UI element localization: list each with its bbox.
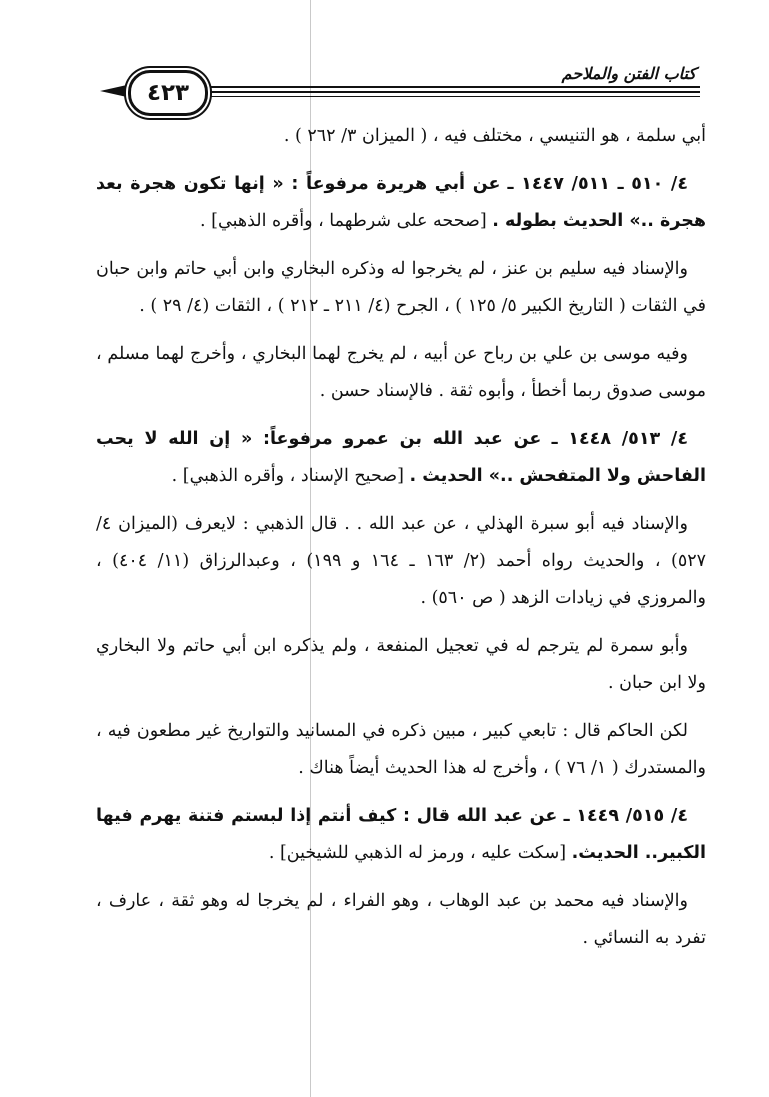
page-number: ٤٢٣ — [128, 70, 208, 116]
paragraph: أبي سلمة ، هو التنيسي ، مختلف فيه ، ( الميزان ٣/ ٢٦٢ ) . — [283, 126, 706, 146]
hadith-text: عن أبي هريرة مرفوعاً : « إنها تكون هجرة بعد هجرة ..» الحديث بطوله . — [96, 174, 706, 231]
paragraph: والإسناد فيه سليم بن عنز ، لم يخرجوا له وذكره البخاري وابن أبي حاتم وابن حبان في الثقات ( التاريخ الكبير ٥/ ١٢٥ ) ، الجرح (٤/ ٢١١ ـ ٢١٢ ) ، الثقات (٤/ ٢٩ ) . — [96, 259, 706, 316]
hadith-entry — [96, 798, 706, 872]
paragraph: والإسناد فيه محمد بن عبد الوهاب ، وهو الفراء ، لم يخرجا له وهو ثقة ، عارف ، تفرد به النسائي . — [96, 891, 706, 948]
hadith-ruling: [سكت عليه ، ورمز له الذهبي للشيخين] . — [268, 843, 567, 863]
paragraph: وأبو سمرة لم يترجم له في تعجيل المنفعة ، ولم يذكره ابن أبي حاتم ولا البخاري ولا ابن حبان . — [96, 636, 706, 693]
paragraph: والإسناد فيه أبو سبرة الهذلي ، عن عبد الله . . قال الذهبي : لايعرف (الميزان ٤/ ٥٢٧) ، والحديث رواه أحمد (٢/ ١٦٣ ـ ١٦٤ و ١٩٩) ، وعبدالرزاق (١١/ ٤٠٤) ، والمروزي في زيادات الزهد ( ص ٥٦٠) . — [96, 514, 707, 608]
hadith-entry — [96, 166, 706, 240]
header-rule — [200, 96, 700, 97]
hadith-ruling: [صححه على شرطهما ، وأقره الذهبي] . — [200, 211, 487, 231]
paragraph: وفيه موسى بن علي بن رباح عن أبيه ، لم يخرج لهما البخاري ، وأخرج لهما مسلم ، موسى صدوق ربما أخطأ ، وأبوه ثقة . فالإسناد حسن . — [96, 344, 706, 401]
hadith-ruling: [صحيح الإسناد ، وأقره الذهبي] . — [171, 466, 404, 486]
book-title: كتاب الفتن والملاحم — [556, 64, 700, 83]
hadith-reference: ٤/ ٥١٣/ ١٤٤٨ ـ — [551, 429, 689, 449]
paragraph: لكن الحاكم قال : تابعي كبير ، مبين ذكره في المسانيد والتواريخ غير مطعون فيه ، والمستدرك ( ١/ ٧٦ ) ، وأخرج له هذا الحديث أيضاً هناك . — [96, 721, 706, 778]
body-text — [96, 118, 706, 968]
header-rule — [200, 86, 700, 88]
header-rule — [200, 91, 700, 93]
hadith-text: عن عبد الله قال : كيف أنتم إذا لبستم فتنة يهرم فيها الكبير.. الحديث. — [96, 806, 706, 863]
hadith-entry — [96, 421, 706, 495]
hadith-reference: ٤/ ٥١٠ ـ ٥١١/ ١٤٤٧ ـ — [507, 174, 689, 194]
hadith-reference: ٤/ ٥١٥/ ١٤٤٩ ـ — [563, 806, 688, 826]
hadith-text: عن عبد الله بن عمرو مرفوعاً: « إن الله لا يحب الفاحش ولا المتفحش ..» الحديث . — [96, 429, 706, 486]
page-header — [100, 62, 700, 112]
